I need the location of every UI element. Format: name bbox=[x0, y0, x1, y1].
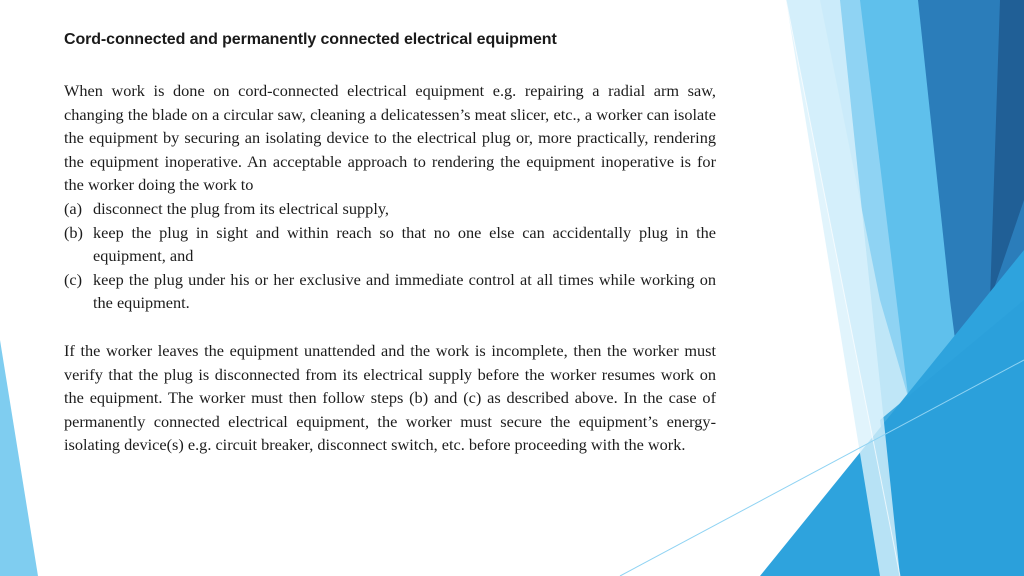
list-item bbox=[64, 221, 716, 268]
steps-list bbox=[64, 197, 716, 315]
list-marker: (c) bbox=[64, 269, 83, 289]
list-item bbox=[64, 197, 716, 221]
list-item-text: keep the plug under his or her exclusive and immediate control at all times while working on the equipment. bbox=[93, 269, 716, 313]
left-edge-accent bbox=[0, 340, 38, 576]
list-item-text: disconnect the plug from its electrical supply, bbox=[93, 198, 389, 218]
list-marker: (b) bbox=[64, 222, 83, 242]
list-item bbox=[64, 268, 716, 315]
paragraph-intro: When work is done on cord-connected electrical equipment e.g. repairing a radial arm saw, changing the blade on a circular saw, cleaning a delicatessen’s meat slicer, etc., a worker can isolate the equipment by securing an isolating device to the electrical plug or, more practically, rendering the equipment inoperative. An acceptable approach to rendering the equipment inoperative is for the worker doing the work to bbox=[64, 81, 716, 195]
section-heading: Cord-connected and permanently connected electrical equipment bbox=[64, 31, 557, 48]
paragraph-followup: If the worker leaves the equipment unattended and the work is incomplete, then the worker must verify that the plug is disconnected from its electrical supply before the worker resumes work on the equipment. The worker must then follow steps (b) and (c) as described above. In the case of permanently connected electrical equipment, the worker must secure the equipment’s energy-isolating device(s) e.g. circuit breaker, disconnect switch, etc. before proceeding with the work. bbox=[64, 340, 716, 455]
spacer bbox=[64, 315, 716, 339]
list-marker: (a) bbox=[64, 198, 83, 218]
document-content bbox=[64, 29, 716, 457]
list-item-text: keep the plug in sight and within reach so that no one else can accidentally plug in the equipment, and bbox=[93, 222, 716, 266]
